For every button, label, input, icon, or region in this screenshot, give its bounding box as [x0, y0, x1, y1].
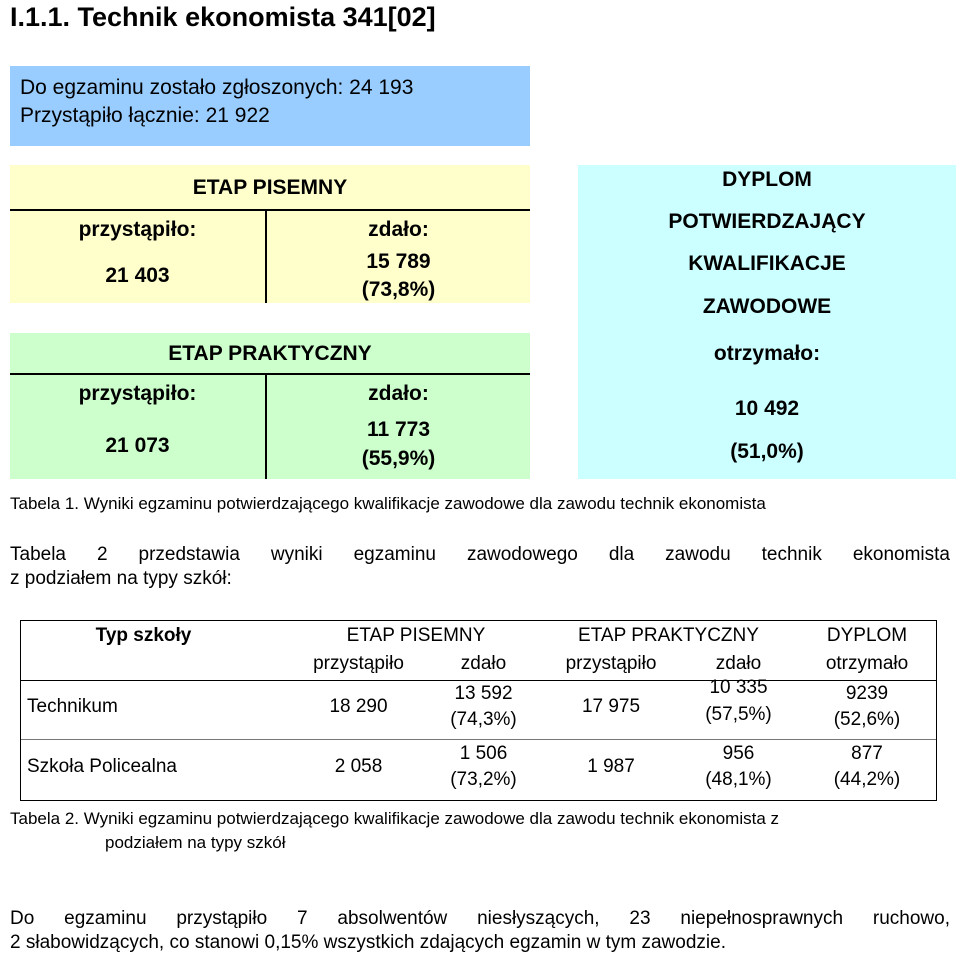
etap-pisemny-box [10, 165, 530, 303]
dyplom-box [578, 165, 956, 479]
table2-caption-line1: Tabela 2. Wyniki egzaminu potwierdzającego kwalifikacje zawodowe dla zawodu technik ekonomista z [10, 809, 780, 828]
table2-row1-pra-zdalo: 10 335 [709, 677, 768, 698]
table2 [20, 620, 937, 801]
table2-row2-dyplom-pct: (44,2%) [833, 769, 901, 790]
dyplom-pct: (51,0%) [730, 440, 804, 463]
table2-row2-pis-zdalo: 1 506 [459, 743, 508, 764]
etap-pisemny-przystapilo-label: przystąpiło: [78, 218, 197, 241]
dyplom-title-line4: ZAWODOWE [702, 295, 832, 318]
dyplom-title-line1: DYPLOM [722, 168, 812, 191]
etap-pisemny-title: ETAP PISEMNY [192, 176, 348, 199]
table2-row2-dyplom: 877 [851, 743, 883, 764]
etap-praktyczny-divider [10, 373, 530, 375]
etap-praktyczny-title: ETAP PRAKTYCZNY [168, 342, 372, 365]
etap-praktyczny-zdalo-label: zdało: [368, 382, 429, 405]
disability-line1: Do egzaminu przystąpiło 7 absolwentów niesłyszących, 23 niepełnosprawnych ruchowo, [10, 908, 950, 929]
table2-row2-pra-zdalo: 956 [722, 743, 755, 764]
dyplom-otrzymalo-label: otrzymało: [713, 342, 821, 365]
table2-row1-dyplom-pct: (52,6%) [833, 709, 901, 730]
etap-pisemny-zdalo-pct: (73,8%) [361, 278, 436, 301]
dyplom-value: 10 492 [734, 397, 800, 420]
table2-intro-line2: z podziałem na typy szkół: [10, 568, 232, 589]
table2-row1-pis-zdalo: 13 592 [454, 683, 513, 704]
table2-header-etap-pisemny: ETAP PISEMNY [346, 625, 486, 646]
etap-praktyczny-przystapilo-value: 21 073 [105, 434, 170, 457]
table2-intro-paragraph [10, 543, 950, 591]
table2-row2-pis-zdalo-pct: (73,2%) [450, 769, 517, 790]
table1-caption: Tabela 1. Wyniki egzaminu potwierdzającego kwalifikacje zawodowe dla zawodu technik ekonomista [10, 494, 766, 513]
table2-header-pra-przystapilo: przystąpiło [565, 653, 657, 674]
table2-header-pis-przystapilo: przystąpiło [313, 653, 404, 674]
dyplom-title-line3: KWALIFIKACJE [688, 252, 846, 275]
table2-intro-line1: Tabela 2 przedstawia wyniki egzaminu zawodowego dla zawodu technik ekonomista [10, 544, 950, 565]
table2-row1-typ: Technikum [27, 696, 118, 717]
etap-praktyczny-zdalo-pct: (55,9%) [361, 447, 436, 470]
table2-header-etap-praktyczny: ETAP PRAKTYCZNY [578, 625, 759, 646]
table2-row1-pis-przystapilo: 18 290 [329, 696, 388, 717]
disability-line2: 2 słabowidzących, co stanowi 0,15% wszystkich zdających egzamin w tym zawodzie. [10, 932, 726, 953]
etap-pisemny-zdalo-label: zdało: [368, 218, 429, 241]
table2-row-divider [21, 739, 936, 740]
table2-header-pra-zdalo: zdało [715, 653, 762, 674]
participated-count-text: Przystąpiło łącznie: 21 922 [20, 104, 270, 127]
registered-count-text: Do egzaminu zostało zgłoszonych: 24 193 [20, 76, 414, 99]
table2-row2-typ: Szkoła Policealna [27, 756, 177, 777]
table2-caption-line2: podziałem na typy szkół [105, 833, 286, 852]
table2-header-dyplom: DYPLOM [826, 625, 908, 646]
etap-pisemny-zdalo-value: 15 789 [366, 250, 431, 273]
table2-row2-pra-zdalo-pct: (48,1%) [705, 769, 772, 790]
etap-pisemny-divider [10, 209, 530, 211]
table2-row1-dyplom: 9239 [845, 683, 889, 704]
table2-header-otrzymalo: otrzymało [825, 653, 909, 674]
etap-praktyczny-box [10, 333, 530, 479]
etap-praktyczny-zdalo-value: 11 773 [366, 418, 431, 441]
dyplom-title-line2: POTWIERDZAJĄCY [668, 210, 866, 233]
table2-header-pis-zdalo: zdało [460, 653, 507, 674]
etap-praktyczny-przystapilo-label: przystąpiło: [78, 382, 197, 405]
page-heading: I.1.1. Technik ekonomista 341[02] [10, 2, 436, 32]
table2-row1-pra-zdalo-pct: (57,5%) [705, 704, 772, 725]
etap-pisemny-przystapilo-value: 21 403 [105, 264, 170, 287]
table2-row2-pis-przystapilo: 2 058 [334, 756, 383, 777]
table2-row1-pra-przystapilo: 17 975 [581, 696, 641, 717]
table2-row1-pis-zdalo-pct: (74,3%) [450, 709, 517, 730]
summary-box [10, 66, 530, 146]
disability-paragraph [10, 907, 950, 955]
table2-header-typ: Typ szkoły [95, 625, 192, 646]
table2-row2-pra-przystapilo: 1 987 [587, 756, 635, 777]
